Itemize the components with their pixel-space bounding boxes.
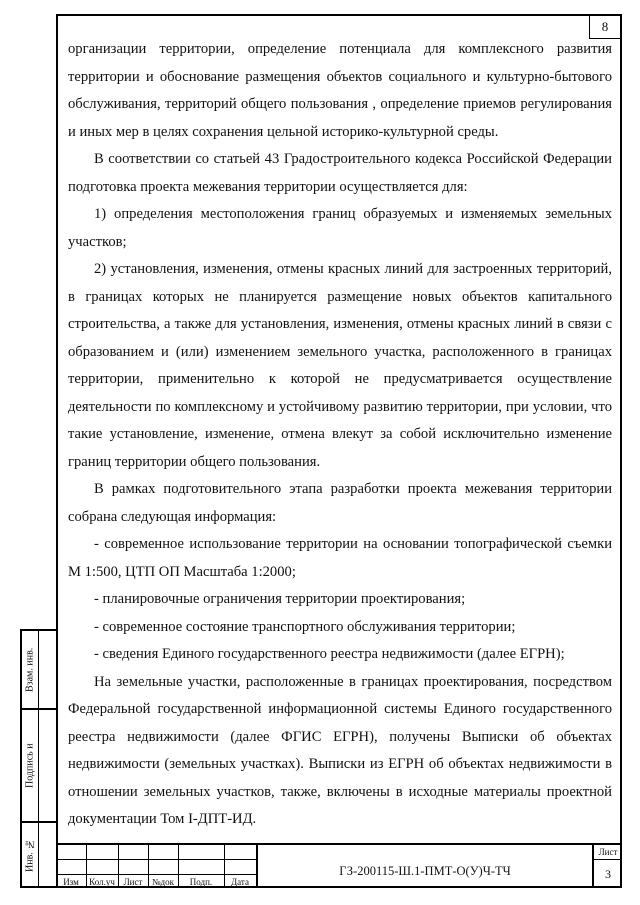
vzam-inv-label: Взам. инв. bbox=[24, 647, 36, 692]
stamp-label-koluch: Кол.уч bbox=[89, 877, 115, 887]
paragraph: - современное состояние транспортного обслуживания территории; bbox=[94, 618, 516, 635]
stamp-label-podp: Подп. bbox=[189, 877, 213, 887]
sheet-label: Лист bbox=[598, 847, 618, 857]
title-block bbox=[56, 843, 622, 888]
stamp-label-izm: Изм bbox=[63, 877, 79, 887]
podpis-label: Подпись и bbox=[24, 743, 36, 788]
inv-no-label: Инв. № bbox=[24, 838, 36, 873]
paragraph: На земельные участки, расположенные в границах проектирования, посредством Федеральной государственной информационной системы Единого государственного реестра недвижимости (далее ФГИС ЕГРН), получены Выписки об объектах недвижимости (земельных участках). Выписки из ЕГРН об объектах недвижимости в отношении земельных участков, также, включены в исходные материалы проектной документации Том I-ДПТ-ИД. bbox=[68, 673, 612, 827]
stamp-label-ndok: №док bbox=[151, 877, 175, 887]
sheet-number-top: 8 bbox=[589, 16, 620, 39]
paragraph: - сведения Единого государственного реестра недвижимости (далее ЕГРН); bbox=[94, 646, 565, 662]
side-strip bbox=[20, 629, 56, 888]
stamp-label-data: Дата bbox=[231, 877, 249, 887]
sheet-number: 3 bbox=[605, 867, 611, 881]
paragraph: - современное использование территории на основании топографической съемки М 1:500, ЦТП ОП Масштаба 1:2000; bbox=[68, 536, 612, 580]
document-code: ГЗ-200115-Ш.1-ПМТ-О(У)Ч-ТЧ bbox=[339, 864, 511, 878]
paragraph: 1) определения местоположения границ образуемых и изменяемых земельных участков; bbox=[68, 206, 612, 250]
paragraph: В соответствии со статьей 43 Градостроительного кодекса Российской Федерации подготовка проекта межевания территории осуществляется для: bbox=[68, 151, 612, 195]
paragraph: В рамках подготовительного этапа разработки проекта межевания территории собрана следующая информация: bbox=[68, 481, 612, 525]
stamp-label-list: Лист bbox=[123, 877, 143, 887]
paragraph: организации территории, определение потенциала для комплексного развития территории и обоснование размещения объектов социального и культурно-бытового обслуживания, территорий общего пользования , определение приемов регулирования и иных мер в целях сохранения цельной историко-культурной среды. bbox=[68, 41, 612, 140]
page-frame bbox=[56, 14, 622, 888]
document-body bbox=[68, 36, 612, 834]
paragraph: - планировочные ограничения территории проектирования; bbox=[94, 591, 466, 607]
paragraph: 2) установления, изменения, отмены красных линий для застроенных территорий, в границах которых не планируется размещение новых объектов капитального строительства, а также для установления, изменения, отмены красных линий в связи с образованием и (или) изменением земельного участка, расположенного в границах территории, применительно к которой не предусматривается осуществление деятельности по комплексному и устойчивому развитию территории, при условии, что такие установление, изменение, отмена влекут за собой исключительно изменение границ территории общего пользования. bbox=[68, 261, 612, 470]
